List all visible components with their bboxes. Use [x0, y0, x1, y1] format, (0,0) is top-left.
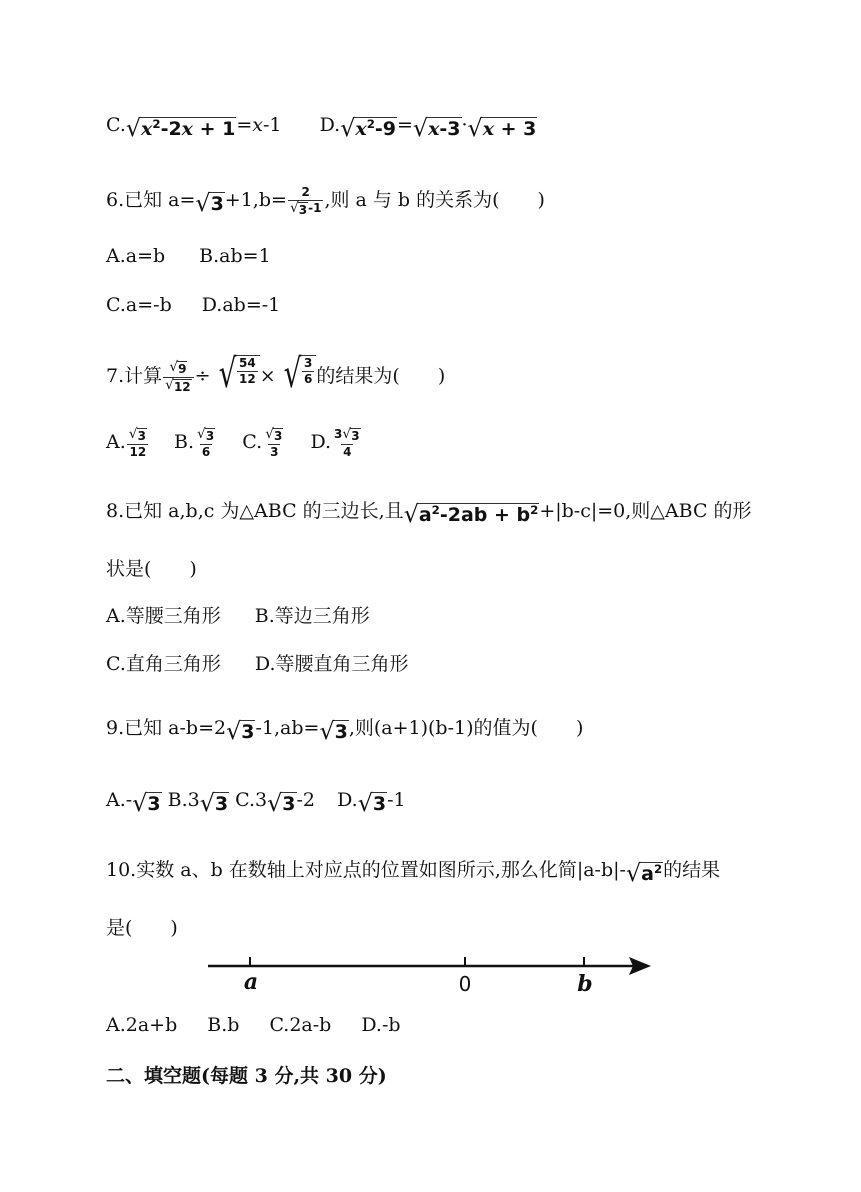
sqrt-expression: √ $x^2-9$	[340, 114, 396, 142]
option-label: C.	[106, 114, 126, 136]
q7-option-c: C. √ 3 3	[242, 426, 283, 459]
q6-options-ab	[106, 247, 271, 266]
q9-stem: 9.已知 a-b=2 √ 3 -1,ab= √ 3 ,则(a+1)(b-1)的值为( )	[106, 717, 584, 745]
q8-option-d: D.等腰直角三角形	[254, 653, 409, 675]
q7-stem: 7.计算 √ 9 √ 12 ÷ √ $\frac{54}{12}$ × √ $\frac{3}{6}$ 的结果为( )	[106, 351, 446, 397]
axis-label-b: b	[577, 971, 593, 997]
q6-option-a: A.a=b	[106, 245, 166, 267]
q8-option-a: A.等腰三角形	[106, 605, 221, 627]
q10-option-d: D.-b	[361, 1014, 401, 1036]
axis-label-zero: 0	[458, 972, 472, 996]
q9-option-c: C.3 √ 3 -2	[235, 789, 316, 817]
q8-options-ab	[106, 607, 370, 626]
q10-option-a: A.2a+b	[106, 1014, 178, 1036]
q5-option-c: C. √ $x^2-2x + 1$ =x-1	[106, 114, 282, 142]
q8-option-b: B.等边三角形	[254, 605, 370, 627]
q9-option-a: A.- √ 3	[106, 789, 161, 817]
sqrt-expression: √ $\frac{3}{6}$	[276, 355, 317, 395]
sqrt-expression: √ $\frac{54}{12}$	[211, 355, 260, 395]
q10-options	[106, 1016, 401, 1035]
q9-option-b: B.3 √ 3	[167, 789, 229, 817]
q8-option-c: C.直角三角形	[106, 653, 221, 675]
q10-option-b: B.b	[207, 1014, 240, 1036]
sqrt-expression: √ 3	[319, 717, 348, 745]
q8-stem-line2: 状是( )	[106, 558, 197, 580]
q8-options-cd	[106, 655, 409, 674]
q9-options	[106, 791, 406, 815]
sqrt-expression: √ x + 3	[467, 114, 537, 142]
q6-option-d: D.ab=-1	[201, 294, 281, 316]
q8-stem-line1: 8.已知 a,b,c 为△ABC 的三边长,且 √ $a^2-2ab + b^2$ +|b-c|=0,则△ABC 的形	[106, 500, 752, 528]
q5-option-d: D. √ $x^2-9$ = √ x-3 · √ x + 3	[319, 114, 537, 142]
axis-label-a: a	[243, 969, 259, 995]
axis-arrow-icon	[629, 957, 651, 975]
q6-stem: 6.已知 a= √ 3 +1,b= 2 √ 3 -1 ,则 a 与 b 的关系为( )	[106, 185, 545, 218]
sqrt-expression: √ x-3	[412, 114, 461, 142]
q7-option-d: D. 3 √ 3 4	[310, 426, 360, 459]
q6-options-cd	[106, 296, 280, 315]
q5-options-cd	[106, 116, 537, 140]
q10-stem-line1: 10.实数 a、b 在数轴上对应点的位置如图所示,那么化简|a-b|- √ $a^2$ 的结果	[106, 859, 721, 887]
sqrt-expression: √ 3	[195, 189, 224, 218]
fraction: √ 9 √ 12	[163, 361, 194, 393]
option-label: D.	[319, 114, 341, 136]
sqrt-expression: √ $a^2-2ab + b^2$	[403, 500, 539, 528]
fraction: 2 √ 3 -1	[289, 185, 322, 217]
q7-options	[106, 428, 364, 458]
q10-option-c: C.2a-b	[269, 1014, 332, 1036]
q9-option-d: D. √ 3 -1	[337, 789, 406, 817]
sqrt-expression: √ $a^2$	[625, 859, 663, 887]
q7-option-b: B. √ 3 6	[174, 426, 215, 459]
q10-stem-line2: 是( )	[106, 917, 178, 939]
sqrt-expression: √ $x^2-2x + 1$	[125, 114, 236, 142]
q6-option-b: B.ab=1	[199, 245, 271, 267]
sqrt-expression: √ 3	[226, 717, 255, 745]
q7-option-a: A. √ 3 12	[106, 426, 147, 459]
section-heading: 二、填空题(每题 3 分,共 30 分)	[106, 1065, 387, 1087]
q6-option-c: C.a=-b	[106, 294, 172, 316]
